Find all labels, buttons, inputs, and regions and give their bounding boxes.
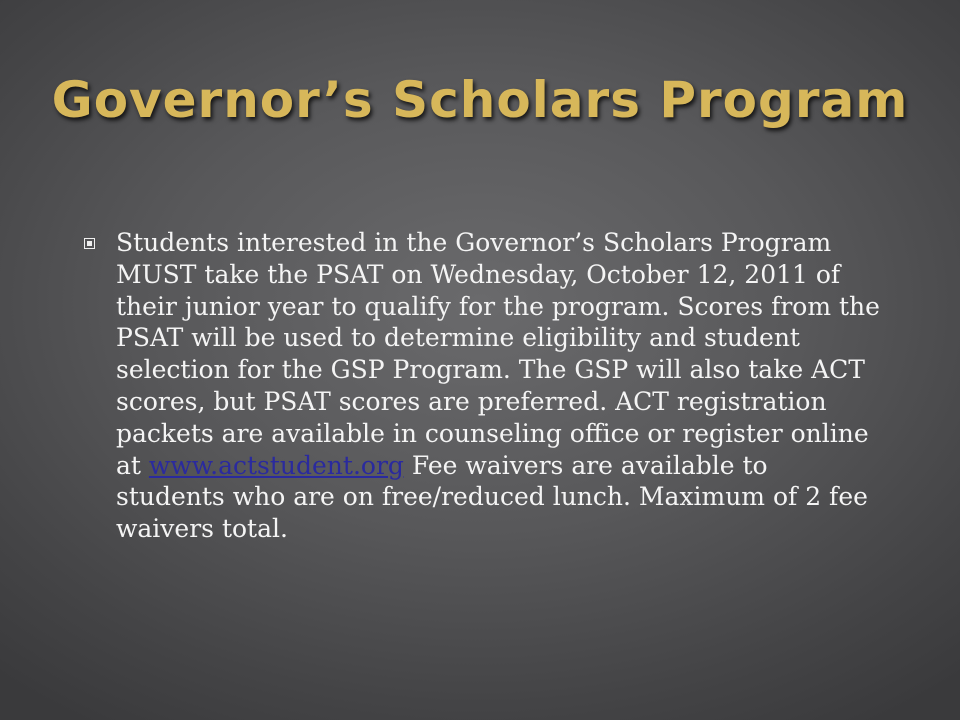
bullet-text-after-link: Fee waivers are available to students who are on free/reduced lunch. Maximum of 2 fee waivers total. [116, 450, 868, 544]
bullet-text [116, 227, 884, 545]
bullet-text-before-link: Students interested in the Governor’s Scholars Program MUST take the PSAT on Wednesday, October 12, 2011 of their junior year to qualify for the program. Scores from the PSAT will be used to determine eligibility and student selection for the GSP Program. The GSP will also take ACT scores, but PSAT scores are preferred. ACT registration packets are available in counseling office or register online at [116, 228, 880, 480]
slide-content [84, 227, 884, 545]
actstudent-link[interactable]: www.actstudent.org [148, 450, 404, 480]
bullet-item [84, 227, 884, 545]
slide-title: Governor’s Scholars Program [51, 71, 909, 129]
square-bullet-icon [84, 238, 95, 249]
